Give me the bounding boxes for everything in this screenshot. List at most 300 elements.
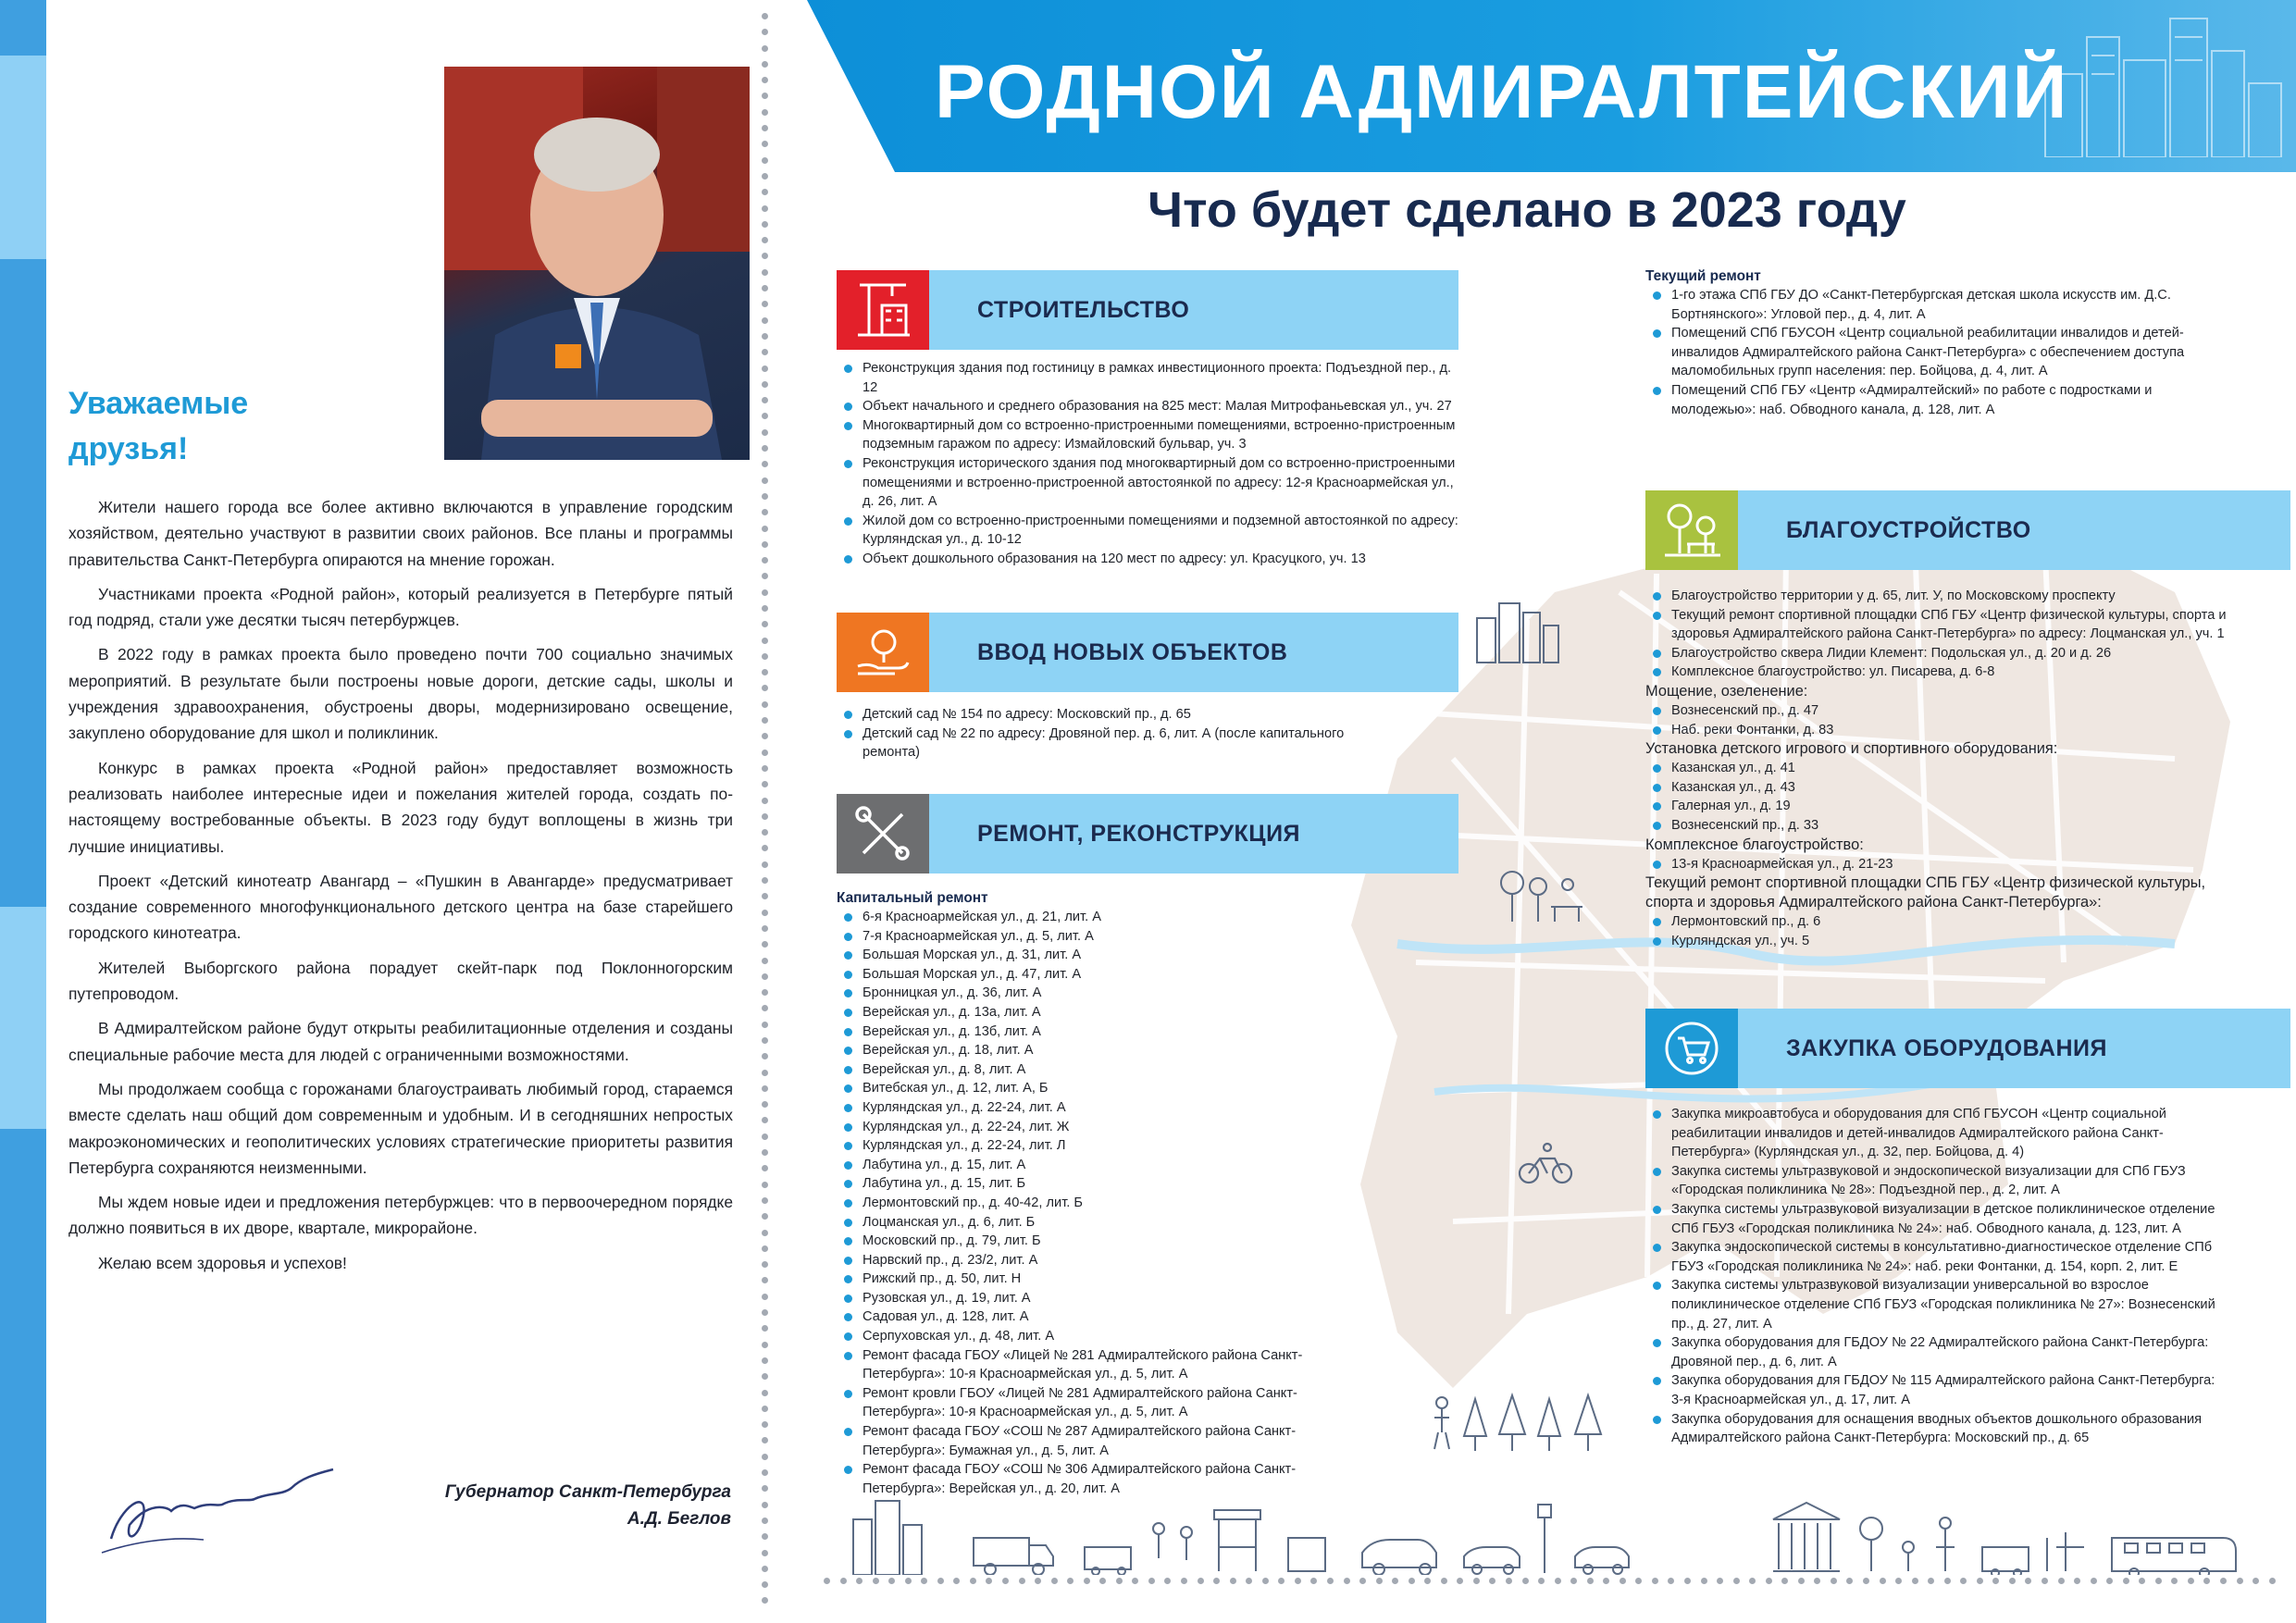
banner-title: РОДНОЙ АДМИРАЛТЕЙСКИЙ bbox=[935, 50, 2069, 134]
bottom-city-illustration bbox=[844, 1492, 2251, 1575]
divider-dot bbox=[762, 973, 768, 980]
list-item: 7-я Красноармейская ул., д. 5, лит. А bbox=[837, 927, 1355, 947]
subsection-label: Текущий ремонт спортивной площадки СПБ ГБУ «Центр физической культуры, спорта и здоровья Адмиралтейского района Санкт-Петербурга»: bbox=[1645, 874, 2206, 911]
list-item: Верейская ул., д. 13а, лит. А bbox=[837, 1003, 1355, 1022]
list-item: 13-я Красноармейская ул., д. 21-23 bbox=[1645, 855, 2228, 874]
divider-dot bbox=[1863, 1578, 1869, 1584]
subsection-label: Мощение, озеленение: bbox=[1645, 682, 1808, 700]
divider-dot bbox=[1489, 1578, 1496, 1584]
list-item: Галерная ул., д. 19 bbox=[1645, 797, 2228, 816]
list-item: Рижский пр., д. 50, лит. Н bbox=[837, 1270, 1355, 1289]
divider-dot bbox=[762, 365, 768, 372]
divider-dot bbox=[762, 717, 768, 724]
list-item: Казанская ул., д. 43 bbox=[1645, 778, 2228, 798]
divider-dot bbox=[1473, 1578, 1480, 1584]
divider-dot bbox=[762, 29, 768, 35]
list-item: Закупка микроавтобуса и оборудования для СПб ГБУСОН «Центр социальной реабилитации инвалидов и детей-инвалидов Адмиралтейского района Санкт-Петербурга» (Курляндская ул., д. 32, пер. Бойцова, д. 4) bbox=[1645, 1105, 2219, 1162]
divider-dot bbox=[762, 1165, 768, 1171]
dotted-divider bbox=[759, 13, 770, 1604]
divider-dot bbox=[2203, 1578, 2210, 1584]
divider-dot bbox=[986, 1578, 992, 1584]
list-item: Курляндская ул., д. 22-24, лит. А bbox=[837, 1098, 1355, 1118]
improvement-list bbox=[1645, 587, 2228, 950]
divider-dot bbox=[1441, 1578, 1447, 1584]
list-item: Лоцманская ул., д. 6, лит. Б bbox=[837, 1213, 1355, 1233]
section-title: РЕМОНТ, РЕКОНСТРУКЦИЯ bbox=[929, 794, 1458, 873]
subsection-label: Текущий ремонт bbox=[1645, 268, 1761, 284]
portrait-illustration bbox=[444, 67, 750, 460]
letter-paragraph: Участниками проекта «Родной район», который реализуется в Петербурге пятый год подряд, стали уже десятки тысяч петербуржцев. bbox=[68, 584, 733, 630]
list-item: Ремонт фасада ГБОУ «СОШ № 287 Адмиралтейского района Санкт-Петербурга»: Бумажная ул., д. 5, лит. А bbox=[837, 1422, 1355, 1460]
divider-dot bbox=[762, 1373, 768, 1380]
list-item: Верейская ул., д. 8, лит. А bbox=[837, 1060, 1355, 1080]
divider-dot bbox=[1944, 1578, 1951, 1584]
list-item: Витебская ул., д. 12, лит. А, Б bbox=[837, 1079, 1355, 1098]
divider-dot bbox=[2074, 1578, 2080, 1584]
divider-dot bbox=[1831, 1578, 1837, 1584]
divider-dot bbox=[762, 397, 768, 403]
bottom-dotted-line bbox=[824, 1575, 2277, 1586]
park-icon bbox=[1496, 866, 1588, 925]
divider-dot bbox=[1409, 1578, 1415, 1584]
construction-list bbox=[837, 359, 1466, 569]
divider-dot bbox=[1846, 1578, 1853, 1584]
list-item: Детский сад № 154 по адресу: Московский пр., д. 65 bbox=[837, 705, 1355, 725]
letter-paragraph: Мы ждем новые идеи и предложения петербуржцев: что в первоочередном порядке должно появиться в их дворе, квартале, микрорайоне. bbox=[68, 1193, 733, 1238]
divider-dot bbox=[762, 493, 768, 500]
divider-dot bbox=[762, 509, 768, 515]
construction-crane-icon bbox=[837, 270, 929, 350]
governor-letter bbox=[68, 494, 733, 1284]
current-repair-list bbox=[1645, 266, 2219, 419]
divider-dot bbox=[970, 1578, 976, 1584]
cyclist-icon bbox=[1518, 1140, 1573, 1186]
divider-dot bbox=[762, 381, 768, 388]
divider-dot bbox=[2042, 1578, 2048, 1584]
divider-dot bbox=[762, 1053, 768, 1059]
divider-dot bbox=[2025, 1578, 2031, 1584]
letter-paragraph: Мы продолжаем сообща с горожанами благоустраивать любимый город, стараемся вместе сделать наш общий дом современным и удобным. И в сегодняшних непростых макроэкономических и геополитических условиях стратегические приоритеты развития Петербурга сохраняются неизменными. bbox=[68, 1079, 733, 1177]
divider-dot bbox=[1912, 1578, 1918, 1584]
divider-dot bbox=[2188, 1578, 2194, 1584]
strip-band bbox=[0, 907, 46, 1129]
divider-dot bbox=[762, 1117, 768, 1123]
list-item: Лабутина ул., д. 15, лит. Б bbox=[837, 1174, 1355, 1194]
list-item: Объект начального и среднего образования на 825 мест: Малая Митрофаньевская ул., уч. 27 bbox=[837, 397, 1466, 416]
divider-dot bbox=[762, 1261, 768, 1268]
divider-dot bbox=[1733, 1578, 1740, 1584]
list-item: Закупка оборудования для оснащения вводных объектов дошкольного образования Адмиралтейского района Санкт-Петербурга: Московский пр., д. 65 bbox=[1645, 1410, 2219, 1448]
divider-dot bbox=[2123, 1578, 2129, 1584]
divider-dot bbox=[762, 1101, 768, 1108]
divider-dot bbox=[1019, 1578, 1025, 1584]
divider-dot bbox=[762, 733, 768, 739]
divider-dot bbox=[762, 1406, 768, 1412]
divider-dot bbox=[762, 1325, 768, 1332]
divider-dot bbox=[1262, 1578, 1269, 1584]
divider-dot bbox=[762, 141, 768, 147]
divider-dot bbox=[1570, 1578, 1577, 1584]
list-item: Московский пр., д. 79, лит. Б bbox=[837, 1232, 1355, 1251]
tools-icon bbox=[837, 794, 929, 873]
divider-dot bbox=[762, 61, 768, 68]
divider-dot bbox=[1620, 1578, 1626, 1584]
handwritten-signature bbox=[93, 1451, 361, 1571]
divider-dot bbox=[1960, 1578, 1967, 1584]
divider-dot bbox=[1880, 1578, 1886, 1584]
left-decor-strip bbox=[0, 0, 46, 1623]
divider-dot bbox=[1684, 1578, 1691, 1584]
divider-dot bbox=[2237, 1578, 2243, 1584]
divider-dot bbox=[762, 1533, 768, 1540]
divider-dot bbox=[762, 1149, 768, 1156]
divider-dot bbox=[762, 77, 768, 83]
divider-dot bbox=[1213, 1578, 1220, 1584]
divider-dot bbox=[762, 45, 768, 52]
letter-paragraph: В Адмиралтейском районе будут открыты реабилитационные отделения и созданы специальные рабочие места для людей с ограниченными возможностями. bbox=[68, 1019, 733, 1064]
divider-dot bbox=[1992, 1578, 1999, 1584]
list-item: Благоустройство территории у д. 65, лит. У, по Московскому проспекту bbox=[1645, 587, 2228, 606]
divider-dot bbox=[921, 1578, 927, 1584]
divider-dot bbox=[762, 189, 768, 195]
divider-dot bbox=[762, 173, 768, 180]
divider-dot bbox=[1814, 1578, 1820, 1584]
list-item: Помещений СПб ГБУ «Центр «Адмиралтейский» по работе с подростками и молодежью»: наб. Обводного канала, д. 128, лит. А bbox=[1645, 381, 2219, 419]
list-item: Реконструкция исторического здания под многоквартирный дом со встроенно-пристроенными помещениями и встроенно-пристроенной автостоянкой по адресу: 12-я Красноармейская ул., д. 26, лит. А bbox=[837, 454, 1466, 512]
divider-dot bbox=[2058, 1578, 2065, 1584]
divider-dot bbox=[762, 1357, 768, 1364]
divider-dot bbox=[840, 1578, 847, 1584]
divider-dot bbox=[1002, 1578, 1009, 1584]
divider-dot bbox=[762, 1342, 768, 1348]
subsection-label: Установка детского игрового и спортивного оборудования: bbox=[1645, 740, 2058, 758]
divider-dot bbox=[762, 1037, 768, 1044]
divider-dot bbox=[953, 1578, 960, 1584]
list-item: Лабутина ул., д. 15, лит. А bbox=[837, 1156, 1355, 1175]
divider-dot bbox=[1652, 1578, 1658, 1584]
divider-dot bbox=[762, 653, 768, 660]
divider-dot bbox=[762, 13, 768, 19]
divider-dot bbox=[2106, 1578, 2113, 1584]
divider-dot bbox=[888, 1578, 895, 1584]
list-item: Курляндская ул., уч. 5 bbox=[1645, 932, 2228, 951]
divider-dot bbox=[1749, 1578, 1756, 1584]
divider-dot bbox=[1148, 1578, 1155, 1584]
divider-dot bbox=[937, 1578, 944, 1584]
divider-dot bbox=[1084, 1578, 1090, 1584]
divider-dot bbox=[762, 925, 768, 932]
divider-dot bbox=[2009, 1578, 2016, 1584]
divider-dot bbox=[762, 605, 768, 612]
divider-dot bbox=[1132, 1578, 1138, 1584]
list-item: Благоустройство сквера Лидии Клемент: Подольская ул., д. 20 и д. 26 bbox=[1645, 644, 2228, 663]
divider-dot bbox=[1376, 1578, 1383, 1584]
divider-dot bbox=[1603, 1578, 1609, 1584]
list-item: Курляндская ул., д. 22-24, лит. Л bbox=[837, 1136, 1355, 1156]
list-item: Ремонт фасада ГБОУ «СОШ № 306 Адмиралтейского района Санкт-Петербурга»: Верейская ул., д. 20, лит. А bbox=[837, 1460, 1355, 1498]
divider-dot bbox=[2139, 1578, 2145, 1584]
divider-dot bbox=[762, 1550, 768, 1556]
list-item: Лермонтовский пр., д. 40-42, лит. Б bbox=[837, 1194, 1355, 1213]
divider-dot bbox=[1555, 1578, 1561, 1584]
divider-dot bbox=[762, 765, 768, 772]
section-title: СТРОИТЕЛЬСТВО bbox=[929, 270, 1458, 350]
list-item: Закупка эндоскопической системы в консультативно-диагностическое отделение СПб ГБУЗ «Городская поликлиника № 24»: наб. реки Фонтанки, д. 154, корп. 2, лит. Е bbox=[1645, 1238, 2219, 1276]
divider-dot bbox=[1278, 1578, 1285, 1584]
divider-dot bbox=[2155, 1578, 2162, 1584]
letter-paragraph: Жителей Выборгского района порадует скейт-парк под Поклонногорским путепроводом. bbox=[68, 958, 733, 1004]
divider-dot bbox=[2253, 1578, 2259, 1584]
list-item: Вознесенский пр., д. 33 bbox=[1645, 816, 2228, 836]
divider-dot bbox=[1798, 1578, 1805, 1584]
divider-dot bbox=[1392, 1578, 1398, 1584]
divider-dot bbox=[762, 445, 768, 452]
capital-repair-list bbox=[837, 888, 1355, 1498]
governor-photo bbox=[444, 67, 750, 460]
divider-dot bbox=[762, 1134, 768, 1140]
divider-dot bbox=[762, 1197, 768, 1204]
divider-dot bbox=[1295, 1578, 1301, 1584]
divider-dot bbox=[762, 205, 768, 212]
list-item: Текущий ремонт спортивной площадки СПб ГБУ «Центр физической культуры, спорта и здоровья Адмиралтейского района Санкт-Петербурга» по адресу: Лоцманская ул., уч. 1 bbox=[1645, 606, 2228, 644]
list-item: Наб. реки Фонтанки, д. 83 bbox=[1645, 721, 2228, 740]
list-item: Серпуховская ул., д. 48, лит. А bbox=[837, 1327, 1355, 1346]
divider-dot bbox=[1327, 1578, 1334, 1584]
list-item: Закупка системы ультразвуковой визуализации в детское поликлиническое отделение СПб ГБУЗ «Городская поликлиника № 24»: наб. Обводного канала, д. 123, лит. А bbox=[1645, 1200, 2219, 1238]
divider-dot bbox=[1359, 1578, 1366, 1584]
divider-dot bbox=[2269, 1578, 2276, 1584]
letter-paragraph: Жители нашего города все более активно включаются в управление городским хозяйством, деятельно участвуют в развитии своих районов. Все планы и программы правительства Санкт-Петербурга опираются на мнение горожан. bbox=[68, 498, 733, 569]
divider-dot bbox=[762, 93, 768, 99]
divider-dot bbox=[1246, 1578, 1252, 1584]
subsection-label: Комплексное благоустройство: bbox=[1645, 836, 1864, 853]
list-item: Лермонтовский пр., д. 6 bbox=[1645, 912, 2228, 932]
divider-dot bbox=[762, 1213, 768, 1220]
divider-dot bbox=[762, 253, 768, 259]
list-item: Объект дошкольного образования на 120 мест по адресу: ул. Красуцкого, уч. 13 bbox=[837, 550, 1466, 569]
divider-dot bbox=[762, 893, 768, 899]
divider-dot bbox=[1717, 1578, 1723, 1584]
list-item: Верейская ул., д. 13б, лит. А bbox=[837, 1022, 1355, 1042]
divider-dot bbox=[762, 109, 768, 116]
divider-dot bbox=[762, 1230, 768, 1236]
section-title: БЛАГОУСТРОЙСТВО bbox=[1738, 490, 2290, 570]
divider-dot bbox=[1522, 1578, 1529, 1584]
divider-dot bbox=[824, 1578, 830, 1584]
divider-dot bbox=[762, 1518, 768, 1524]
divider-dot bbox=[1635, 1578, 1642, 1584]
divider-dot bbox=[1198, 1578, 1204, 1584]
divider-dot bbox=[1067, 1578, 1074, 1584]
divider-dot bbox=[762, 1421, 768, 1428]
list-item: Закупка оборудования для ГБДОУ № 115 Адмиралтейского района Санкт-Петербурга: 3-я Красноармейская ул., д. 17, лит. А bbox=[1645, 1371, 2219, 1409]
divider-dot bbox=[1164, 1578, 1171, 1584]
divider-dot bbox=[762, 349, 768, 355]
divider-dot bbox=[762, 750, 768, 756]
divider-dot bbox=[762, 910, 768, 916]
divider-dot bbox=[1035, 1578, 1041, 1584]
divider-dot bbox=[1781, 1578, 1788, 1584]
divider-dot bbox=[762, 429, 768, 436]
divider-dot bbox=[762, 413, 768, 419]
divider-dot bbox=[905, 1578, 912, 1584]
divider-dot bbox=[762, 781, 768, 787]
divider-dot bbox=[762, 237, 768, 243]
list-item: Казанская ул., д. 41 bbox=[1645, 759, 2228, 778]
trees-people-icon bbox=[1429, 1390, 1632, 1455]
list-item: Рузовская ул., д. 19, лит. А bbox=[837, 1289, 1355, 1308]
list-item: Нарвский пр., д. 23/2, лит. А bbox=[837, 1251, 1355, 1270]
divider-dot bbox=[762, 1022, 768, 1028]
divider-dot bbox=[762, 829, 768, 836]
list-item: Садовая ул., д. 128, лит. А bbox=[837, 1307, 1355, 1327]
divider-dot bbox=[762, 1182, 768, 1188]
list-item: Комплексное благоустройство: ул. Писарева, д. 6-8 bbox=[1645, 663, 2228, 682]
divider-dot bbox=[1424, 1578, 1431, 1584]
divider-dot bbox=[1895, 1578, 1902, 1584]
section-title: ЗАКУПКА ОБОРУДОВАНИЯ bbox=[1738, 1009, 2290, 1088]
divider-dot bbox=[762, 941, 768, 948]
divider-dot bbox=[1116, 1578, 1123, 1584]
divider-dot bbox=[762, 1005, 768, 1011]
list-item: 1-го этажа СПб ГБУ ДО «Санкт-Петербургская детская школа искусств им. Д.С. Бортнянского»: Угловой пер., д. 4, лит. А bbox=[1645, 286, 2219, 324]
divider-dot bbox=[762, 157, 768, 164]
list-item: Жилой дом со встроенно-пристроенными помещениями и подземной автостоянкой по адресу: Курляндская ул., д. 10-12 bbox=[837, 512, 1466, 550]
divider-dot bbox=[762, 1502, 768, 1508]
divider-dot bbox=[1928, 1578, 1934, 1584]
divider-dot bbox=[762, 301, 768, 307]
list-item: Закупка системы ультразвуковой и эндоскопической визуализации для СПб ГБУЗ «Городская поликлиника № 28»: Подъездной пер., д. 2, лит. А bbox=[1645, 1162, 2219, 1200]
divider-dot bbox=[762, 669, 768, 675]
divider-dot bbox=[762, 989, 768, 996]
new-objects-list bbox=[837, 705, 1355, 762]
divider-dot bbox=[762, 798, 768, 804]
divider-dot bbox=[762, 526, 768, 532]
list-item: Курляндская ул., д. 22-24, лит. Ж bbox=[837, 1118, 1355, 1137]
divider-dot bbox=[2220, 1578, 2227, 1584]
divider-dot bbox=[762, 1485, 768, 1492]
letter-paragraph: Проект «Детский кинотеатр Авангард – «Пушкин в Авангарде» предусматривает создание современного многофункционального детского центра на базе старейшего городского кинотеатра. bbox=[68, 871, 733, 943]
divider-dot bbox=[762, 285, 768, 291]
divider-dot bbox=[762, 1277, 768, 1283]
divider-dot bbox=[762, 1085, 768, 1092]
equipment-list bbox=[1645, 1105, 2219, 1448]
list-item: Закупка оборудования для ГБДОУ № 22 Адмиралтейского района Санкт-Петербурга: Дровяной пер., д. 6, лит. А bbox=[1645, 1333, 2219, 1371]
divider-dot bbox=[1457, 1578, 1463, 1584]
divider-dot bbox=[762, 638, 768, 644]
divider-dot bbox=[762, 333, 768, 340]
divider-dot bbox=[762, 1597, 768, 1604]
divider-dot bbox=[762, 861, 768, 868]
divider-dot bbox=[762, 701, 768, 708]
greeting-heading: Уважаемые друзья! bbox=[68, 386, 249, 466]
divider-dot bbox=[762, 461, 768, 467]
divider-dot bbox=[762, 813, 768, 820]
list-item: 6-я Красноармейская ул., д. 21, лит. А bbox=[837, 908, 1355, 927]
divider-dot bbox=[1977, 1578, 1983, 1584]
divider-dot bbox=[762, 1566, 768, 1572]
subsection-label: Капитальный ремонт bbox=[837, 890, 988, 906]
divider-dot bbox=[2171, 1578, 2178, 1584]
divider-dot bbox=[762, 1390, 768, 1396]
list-item: Большая Морская ул., д. 31, лит. А bbox=[837, 946, 1355, 965]
divider-dot bbox=[762, 877, 768, 884]
list-item: Реконструкция здания под гостиницу в рамках инвестиционного проекта: Подъездной пер., д. 12 bbox=[837, 359, 1466, 397]
list-item: Ремонт кровли ГБОУ «Лицей № 281 Адмиралтейского района Санкт-Петербурга»: 10-я Красноармейская ул., д. 5, лит. А bbox=[837, 1384, 1355, 1422]
divider-dot bbox=[762, 1581, 768, 1588]
divider-dot bbox=[762, 1294, 768, 1300]
list-item: Бронницкая ул., д. 36, лит. А bbox=[837, 984, 1355, 1003]
divider-dot bbox=[762, 221, 768, 228]
divider-dot bbox=[762, 1245, 768, 1252]
list-item: Ремонт фасада ГБОУ «Лицей № 281 Адмиралтейского района Санкт-Петербурга»: 10-я Красноармейская ул., д. 5, лит. А bbox=[837, 1346, 1355, 1384]
letter-paragraph: Конкурс в рамках проекта «Родной район» предоставляет возможность реализовать наиболее интересные идеи и пожелания жителей города, создать по-настоящему востребованные объекты. В 2023 году будут воплощены в жизнь три лучшие инициативы. bbox=[68, 758, 733, 856]
divider-dot bbox=[1344, 1578, 1350, 1584]
divider-dot bbox=[1701, 1578, 1707, 1584]
divider-dot bbox=[1099, 1578, 1106, 1584]
divider-dot bbox=[1506, 1578, 1512, 1584]
signature-role: Губернатор Санкт-Петербурга bbox=[444, 1482, 731, 1502]
divider-dot bbox=[1230, 1578, 1236, 1584]
divider-dot bbox=[762, 1437, 768, 1443]
divider-dot bbox=[762, 621, 768, 627]
divider-dot bbox=[762, 125, 768, 131]
list-item: Закупка системы ультразвуковой визуализации универсальной во взрослое поликлиническое отделение СПб ГБУЗ «Городская поликлиника № 27»: Вознесенский пр., д. 27, лит. А bbox=[1645, 1276, 2219, 1333]
divider-dot bbox=[2091, 1578, 2097, 1584]
divider-dot bbox=[1181, 1578, 1187, 1584]
page-subtitle: Что будет сделано в 2023 году bbox=[1148, 182, 1906, 238]
signature-name: А.Д. Беглов bbox=[627, 1509, 731, 1529]
divider-dot bbox=[762, 541, 768, 548]
divider-dot bbox=[762, 589, 768, 596]
list-item: Многоквартирный дом со встроенно-пристроенными помещениями, встроенно-пристроенным подземным гаражом по адресу: Измайловский бульвар, уч. 3 bbox=[837, 416, 1466, 454]
divider-dot bbox=[1766, 1578, 1772, 1584]
list-item: Помещений СПб ГБУСОН «Центр социальной реабилитации инвалидов и детей-инвалидов Адмиралтейского района Санкт-Петербурга» с обеспечением доступа маломобильных групп населения: пер. Бойцова, д. 4, лит. А bbox=[1645, 324, 2219, 381]
shopping-cart-icon bbox=[1645, 1009, 1738, 1088]
divider-dot bbox=[762, 477, 768, 484]
divider-dot bbox=[873, 1578, 879, 1584]
divider-dot bbox=[762, 958, 768, 964]
letter-paragraph: В 2022 году в рамках проекта было проведено почти 700 социально значимых мероприятий. В результате были построены новые дороги, детские сады, школы и учреждения здравоохранения, обустроены дворы, модернизировано освещение, закуплено оборудование для школ и поликлиник. bbox=[68, 645, 733, 743]
park-tree-bench-icon bbox=[1645, 490, 1738, 570]
divider-dot bbox=[762, 317, 768, 324]
divider-dot bbox=[762, 685, 768, 691]
divider-dot bbox=[762, 573, 768, 579]
list-item: Большая Морская ул., д. 47, лит. А bbox=[837, 965, 1355, 985]
divider-dot bbox=[1051, 1578, 1058, 1584]
divider-dot bbox=[1587, 1578, 1594, 1584]
divider-dot bbox=[1538, 1578, 1545, 1584]
list-item: Детский сад № 22 по адресу: Дровяной пер. д. 6, лит. А (после капитального ремонта) bbox=[837, 725, 1355, 762]
divider-dot bbox=[1668, 1578, 1674, 1584]
divider-dot bbox=[762, 1454, 768, 1460]
divider-dot bbox=[762, 845, 768, 851]
divider-dot bbox=[762, 1309, 768, 1316]
list-item: Верейская ул., д. 18, лит. А bbox=[837, 1041, 1355, 1060]
divider-dot bbox=[1310, 1578, 1317, 1584]
signature-block bbox=[389, 1479, 731, 1532]
divider-dot bbox=[762, 1469, 768, 1476]
letter-paragraph: Желаю всем здоровья и успехов! bbox=[98, 1253, 347, 1272]
strip-band bbox=[0, 56, 46, 259]
key-hand-icon bbox=[837, 613, 929, 692]
divider-dot bbox=[762, 1070, 768, 1076]
list-item: Вознесенский пр., д. 47 bbox=[1645, 701, 2228, 721]
city-buildings-icon bbox=[1473, 600, 1562, 664]
divider-dot bbox=[856, 1578, 863, 1584]
section-title: ВВОД НОВЫХ ОБЪЕКТОВ bbox=[929, 613, 1458, 692]
divider-dot bbox=[762, 557, 768, 564]
